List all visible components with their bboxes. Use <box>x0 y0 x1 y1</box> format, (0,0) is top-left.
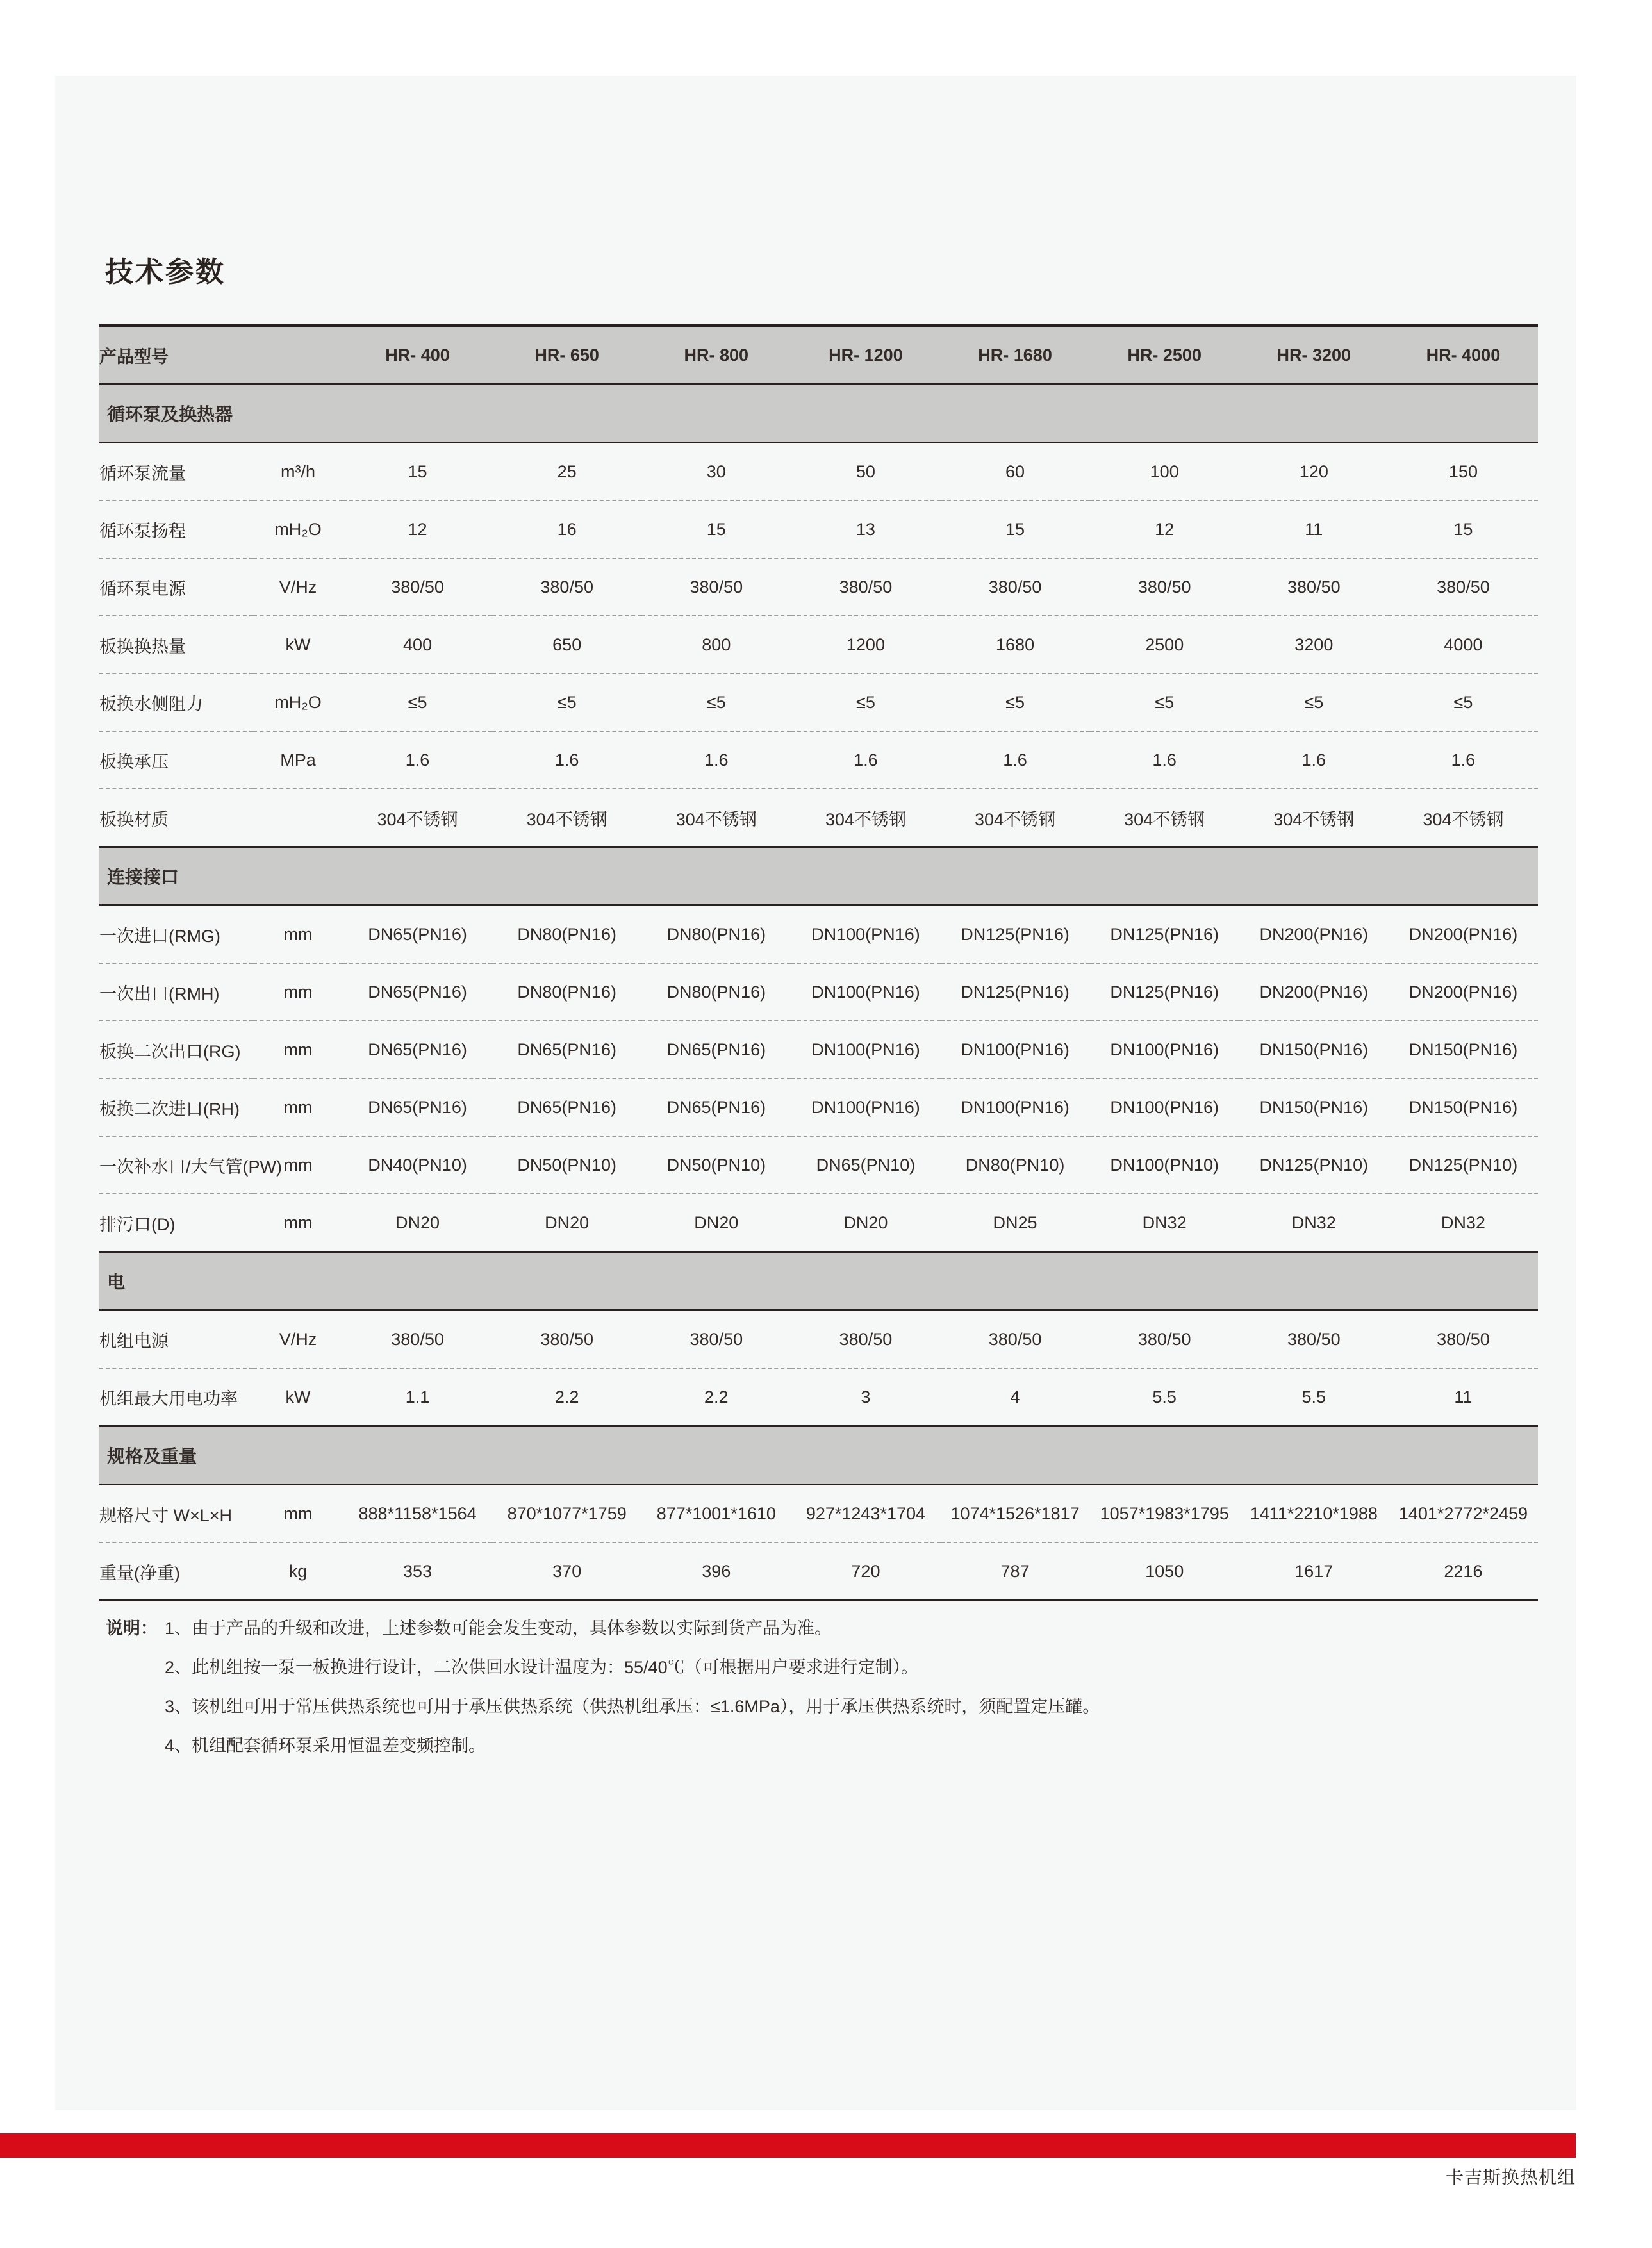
row-label: 重量(净重) <box>99 1542 253 1601</box>
row-unit: mm <box>253 1021 343 1079</box>
cell-value: 304不锈钢 <box>1239 789 1389 847</box>
cell-value: ≤5 <box>1090 674 1239 731</box>
cell-value: 1411*2210*1988 <box>1239 1485 1389 1543</box>
cell-value: DN200(PN16) <box>1239 905 1389 964</box>
table-row <box>99 1194 1538 1252</box>
cell-value: ≤5 <box>941 674 1090 731</box>
cell-value: 1.6 <box>1090 731 1239 789</box>
table-row <box>99 905 1538 964</box>
row-label: 机组最大用电功率 <box>99 1368 253 1426</box>
cell-value: 60 <box>941 443 1090 501</box>
row-label: 排污口(D) <box>99 1194 253 1252</box>
table-row <box>99 1485 1538 1543</box>
section-title: 规格及重量 <box>99 1426 1538 1485</box>
cell-value: DN100(PN10) <box>1090 1136 1239 1194</box>
table-row <box>99 963 1538 1021</box>
column-header-model: HR- 800 <box>641 326 791 384</box>
row-unit: mm <box>253 963 343 1021</box>
cell-value: 380/50 <box>343 558 492 616</box>
section-header-row <box>99 847 1538 905</box>
cell-value: ≤5 <box>1389 674 1538 731</box>
column-header-model: HR- 1200 <box>791 326 940 384</box>
section-title: 连接接口 <box>99 847 1538 905</box>
cell-value: 12 <box>1090 500 1239 558</box>
row-unit: kW <box>253 1368 343 1426</box>
table-row <box>99 558 1538 616</box>
cell-value: 1057*1983*1795 <box>1090 1485 1239 1543</box>
row-label: 板换水侧阻力 <box>99 674 253 731</box>
table-row <box>99 1368 1538 1426</box>
cell-value: 380/50 <box>492 1310 641 1369</box>
cell-value: 380/50 <box>1239 1310 1389 1369</box>
row-unit: m³/h <box>253 443 343 501</box>
row-label: 板换二次进口(RH) <box>99 1079 253 1136</box>
cell-value: 877*1001*1610 <box>641 1485 791 1543</box>
cell-value: 1401*2772*2459 <box>1389 1485 1538 1543</box>
row-label: 板换材质 <box>99 789 253 847</box>
cell-value: DN80(PN16) <box>641 963 791 1021</box>
cell-value: DN100(PN16) <box>791 963 940 1021</box>
cell-value: DN20 <box>641 1194 791 1252</box>
cell-value: DN100(PN16) <box>941 1021 1090 1079</box>
cell-value: DN65(PN16) <box>343 1021 492 1079</box>
cell-value: 650 <box>492 616 641 674</box>
cell-value: 380/50 <box>941 558 1090 616</box>
page-title: 技术参数 <box>105 256 226 288</box>
row-unit: kW <box>253 616 343 674</box>
section-title: 循环泵及换热器 <box>99 384 1538 443</box>
cell-value: 800 <box>641 616 791 674</box>
row-unit: mm <box>253 1136 343 1194</box>
cell-value: 353 <box>343 1542 492 1601</box>
cell-value: 304不锈钢 <box>791 789 940 847</box>
cell-value: 2.2 <box>492 1368 641 1426</box>
cell-value: 50 <box>791 443 940 501</box>
cell-value: 13 <box>791 500 940 558</box>
cell-value: 100 <box>1090 443 1239 501</box>
cell-value: 304不锈钢 <box>641 789 791 847</box>
cell-value: 380/50 <box>791 558 940 616</box>
table-row <box>99 789 1538 847</box>
row-unit: mm <box>253 1194 343 1252</box>
row-label: 规格尺寸 W×L×H <box>99 1485 253 1543</box>
note-text: 2、此机组按一泵一板换进行设计，二次供回水设计温度为：55/40℃（可根据用户要求进行定制）。 <box>165 1658 919 1677</box>
cell-value: DN65(PN16) <box>343 963 492 1021</box>
section-header-row <box>99 384 1538 443</box>
row-unit: V/Hz <box>253 1310 343 1369</box>
row-unit: mH₂O <box>253 500 343 558</box>
footer-product-name: 卡吉斯换热机组 <box>1445 2167 1576 2187</box>
cell-value: DN100(PN16) <box>1090 1021 1239 1079</box>
cell-value: DN65(PN16) <box>343 1079 492 1136</box>
cell-value: 380/50 <box>1090 558 1239 616</box>
cell-value: 1.6 <box>791 731 940 789</box>
cell-value: 4 <box>941 1368 1090 1426</box>
column-header-model: HR- 3200 <box>1239 326 1389 384</box>
table-row <box>99 731 1538 789</box>
cell-value: 3200 <box>1239 616 1389 674</box>
cell-value: DN200(PN16) <box>1239 963 1389 1021</box>
cell-value: ≤5 <box>343 674 492 731</box>
cell-value: 25 <box>492 443 641 501</box>
cell-value: ≤5 <box>492 674 641 731</box>
footer-accent-bar <box>0 2133 1576 2158</box>
cell-value: ≤5 <box>1239 674 1389 731</box>
cell-value: DN25 <box>941 1194 1090 1252</box>
note-line <box>106 1646 1100 1685</box>
cell-value: 787 <box>941 1542 1090 1601</box>
cell-value: 380/50 <box>492 558 641 616</box>
cell-value: 16 <box>492 500 641 558</box>
cell-value: DN20 <box>492 1194 641 1252</box>
table-row <box>99 674 1538 731</box>
cell-value: DN150(PN16) <box>1239 1079 1389 1136</box>
cell-value: DN80(PN16) <box>492 963 641 1021</box>
note-line <box>106 1607 1100 1646</box>
table-header-row <box>99 326 1538 384</box>
cell-value: 120 <box>1239 443 1389 501</box>
row-unit: mH₂O <box>253 674 343 731</box>
cell-value: 15 <box>343 443 492 501</box>
row-unit: MPa <box>253 731 343 789</box>
cell-value: DN125(PN10) <box>1389 1136 1538 1194</box>
cell-value: DN65(PN16) <box>343 905 492 964</box>
row-label: 循环泵扬程 <box>99 500 253 558</box>
cell-value: DN32 <box>1239 1194 1389 1252</box>
cell-value: 2500 <box>1090 616 1239 674</box>
cell-value: DN32 <box>1389 1194 1538 1252</box>
cell-value: 304不锈钢 <box>1389 789 1538 847</box>
cell-value: DN32 <box>1090 1194 1239 1252</box>
column-header-model: HR- 650 <box>492 326 641 384</box>
cell-value: 304不锈钢 <box>492 789 641 847</box>
table-row <box>99 616 1538 674</box>
cell-value: DN50(PN10) <box>641 1136 791 1194</box>
cell-value: DN150(PN16) <box>1389 1079 1538 1136</box>
cell-value: DN20 <box>791 1194 940 1252</box>
cell-value: 380/50 <box>1389 558 1538 616</box>
cell-value: 380/50 <box>641 1310 791 1369</box>
cell-value: DN100(PN16) <box>941 1079 1090 1136</box>
table-row <box>99 500 1538 558</box>
row-unit: mm <box>253 905 343 964</box>
row-unit: mm <box>253 1485 343 1543</box>
cell-value: 30 <box>641 443 791 501</box>
table-row <box>99 1542 1538 1601</box>
cell-value: ≤5 <box>791 674 940 731</box>
cell-value: ≤5 <box>641 674 791 731</box>
cell-value: 380/50 <box>343 1310 492 1369</box>
spec-table <box>99 324 1538 1601</box>
cell-value: DN50(PN10) <box>492 1136 641 1194</box>
cell-value: 380/50 <box>641 558 791 616</box>
table-row <box>99 1021 1538 1079</box>
cell-value: 1.6 <box>1239 731 1389 789</box>
cell-value: 304不锈钢 <box>1090 789 1239 847</box>
cell-value: 12 <box>343 500 492 558</box>
cell-value: DN100(PN16) <box>791 1021 940 1079</box>
row-label: 板换承压 <box>99 731 253 789</box>
cell-value: DN125(PN16) <box>941 905 1090 964</box>
note-line <box>106 1685 1100 1724</box>
cell-value: 380/50 <box>1239 558 1389 616</box>
cell-value: DN125(PN16) <box>941 963 1090 1021</box>
note-line <box>106 1724 1100 1764</box>
table-row <box>99 1136 1538 1194</box>
column-header-product-model: 产品型号 <box>99 326 343 384</box>
row-label: 一次进口(RMG) <box>99 905 253 964</box>
section-header-row <box>99 1252 1538 1310</box>
cell-value: 1200 <box>791 616 940 674</box>
cell-value: 1.6 <box>492 731 641 789</box>
cell-value: DN65(PN10) <box>791 1136 940 1194</box>
cell-value: 1680 <box>941 616 1090 674</box>
column-header-model: HR- 4000 <box>1389 326 1538 384</box>
cell-value: DN65(PN16) <box>492 1021 641 1079</box>
cell-value: DN80(PN16) <box>641 905 791 964</box>
cell-value: 380/50 <box>1090 1310 1239 1369</box>
cell-value: 380/50 <box>941 1310 1090 1369</box>
cell-value: 304不锈钢 <box>343 789 492 847</box>
cell-value: 1.6 <box>641 731 791 789</box>
cell-value: DN80(PN10) <box>941 1136 1090 1194</box>
note-text: 4、机组配套循环泵采用恒温差变频控制。 <box>165 1736 486 1755</box>
row-label: 机组电源 <box>99 1310 253 1369</box>
cell-value: 15 <box>941 500 1090 558</box>
row-unit: mm <box>253 1079 343 1136</box>
cell-value: DN125(PN16) <box>1090 963 1239 1021</box>
cell-value: DN65(PN16) <box>641 1021 791 1079</box>
row-unit: kg <box>253 1542 343 1601</box>
cell-value: DN125(PN10) <box>1239 1136 1389 1194</box>
cell-value: DN200(PN16) <box>1389 963 1538 1021</box>
cell-value: 15 <box>641 500 791 558</box>
cell-value: 11 <box>1389 1368 1538 1426</box>
cell-value: DN125(PN16) <box>1090 905 1239 964</box>
cell-value: 1050 <box>1090 1542 1239 1601</box>
note-text: 3、该机组可用于常压供热系统也可用于承压供热系统（供热机组承压：≤1.6MPa），用于承压供热系统时，须配置定压罐。 <box>165 1697 1100 1716</box>
table-row <box>99 443 1538 501</box>
row-label: 板换二次出口(RG) <box>99 1021 253 1079</box>
cell-value: 1.6 <box>1389 731 1538 789</box>
cell-value: 396 <box>641 1542 791 1601</box>
notes-block <box>106 1607 1100 1764</box>
section-title: 电 <box>99 1252 1538 1310</box>
cell-value: 870*1077*1759 <box>492 1485 641 1543</box>
row-unit: V/Hz <box>253 558 343 616</box>
column-header-model: HR- 2500 <box>1090 326 1239 384</box>
cell-value: 380/50 <box>791 1310 940 1369</box>
cell-value: 304不锈钢 <box>941 789 1090 847</box>
cell-value: DN65(PN16) <box>641 1079 791 1136</box>
cell-value: 15 <box>1389 500 1538 558</box>
cell-value: 400 <box>343 616 492 674</box>
cell-value: 3 <box>791 1368 940 1426</box>
section-header-row <box>99 1426 1538 1485</box>
cell-value: 1074*1526*1817 <box>941 1485 1090 1543</box>
table-row <box>99 1079 1538 1136</box>
cell-value: 370 <box>492 1542 641 1601</box>
cell-value: DN100(PN16) <box>791 1079 940 1136</box>
row-label: 板换换热量 <box>99 616 253 674</box>
cell-value: 720 <box>791 1542 940 1601</box>
cell-value: 2216 <box>1389 1542 1538 1601</box>
cell-value: DN100(PN16) <box>1090 1079 1239 1136</box>
cell-value: 1617 <box>1239 1542 1389 1601</box>
column-header-model: HR- 1680 <box>941 326 1090 384</box>
cell-value: 5.5 <box>1090 1368 1239 1426</box>
cell-value: DN20 <box>343 1194 492 1252</box>
spec-table-body <box>99 326 1538 1601</box>
cell-value: DN40(PN10) <box>343 1136 492 1194</box>
cell-value: 1.6 <box>343 731 492 789</box>
cell-value: 11 <box>1239 500 1389 558</box>
cell-value: DN200(PN16) <box>1389 905 1538 964</box>
cell-value: 380/50 <box>1389 1310 1538 1369</box>
note-text: 1、由于产品的升级和改进，上述参数可能会发生变动，具体参数以实际到货产品为准。 <box>165 1619 832 1638</box>
notes-label: 说明： <box>106 1619 158 1638</box>
row-label: 一次补水口/大气管(PW) <box>99 1136 253 1194</box>
row-label: 循环泵流量 <box>99 443 253 501</box>
cell-value: 2.2 <box>641 1368 791 1426</box>
row-label: 循环泵电源 <box>99 558 253 616</box>
table-row <box>99 1310 1538 1369</box>
cell-value: 4000 <box>1389 616 1538 674</box>
cell-value: DN65(PN16) <box>492 1079 641 1136</box>
column-header-model: HR- 400 <box>343 326 492 384</box>
cell-value: 927*1243*1704 <box>791 1485 940 1543</box>
cell-value: 1.6 <box>941 731 1090 789</box>
cell-value: DN100(PN16) <box>791 905 940 964</box>
cell-value: 5.5 <box>1239 1368 1389 1426</box>
cell-value: DN150(PN16) <box>1239 1021 1389 1079</box>
cell-value: 888*1158*1564 <box>343 1485 492 1543</box>
cell-value: 150 <box>1389 443 1538 501</box>
cell-value: DN150(PN16) <box>1389 1021 1538 1079</box>
row-unit <box>253 789 343 847</box>
row-label: 一次出口(RMH) <box>99 963 253 1021</box>
cell-value: DN80(PN16) <box>492 905 641 964</box>
cell-value: 1.1 <box>343 1368 492 1426</box>
